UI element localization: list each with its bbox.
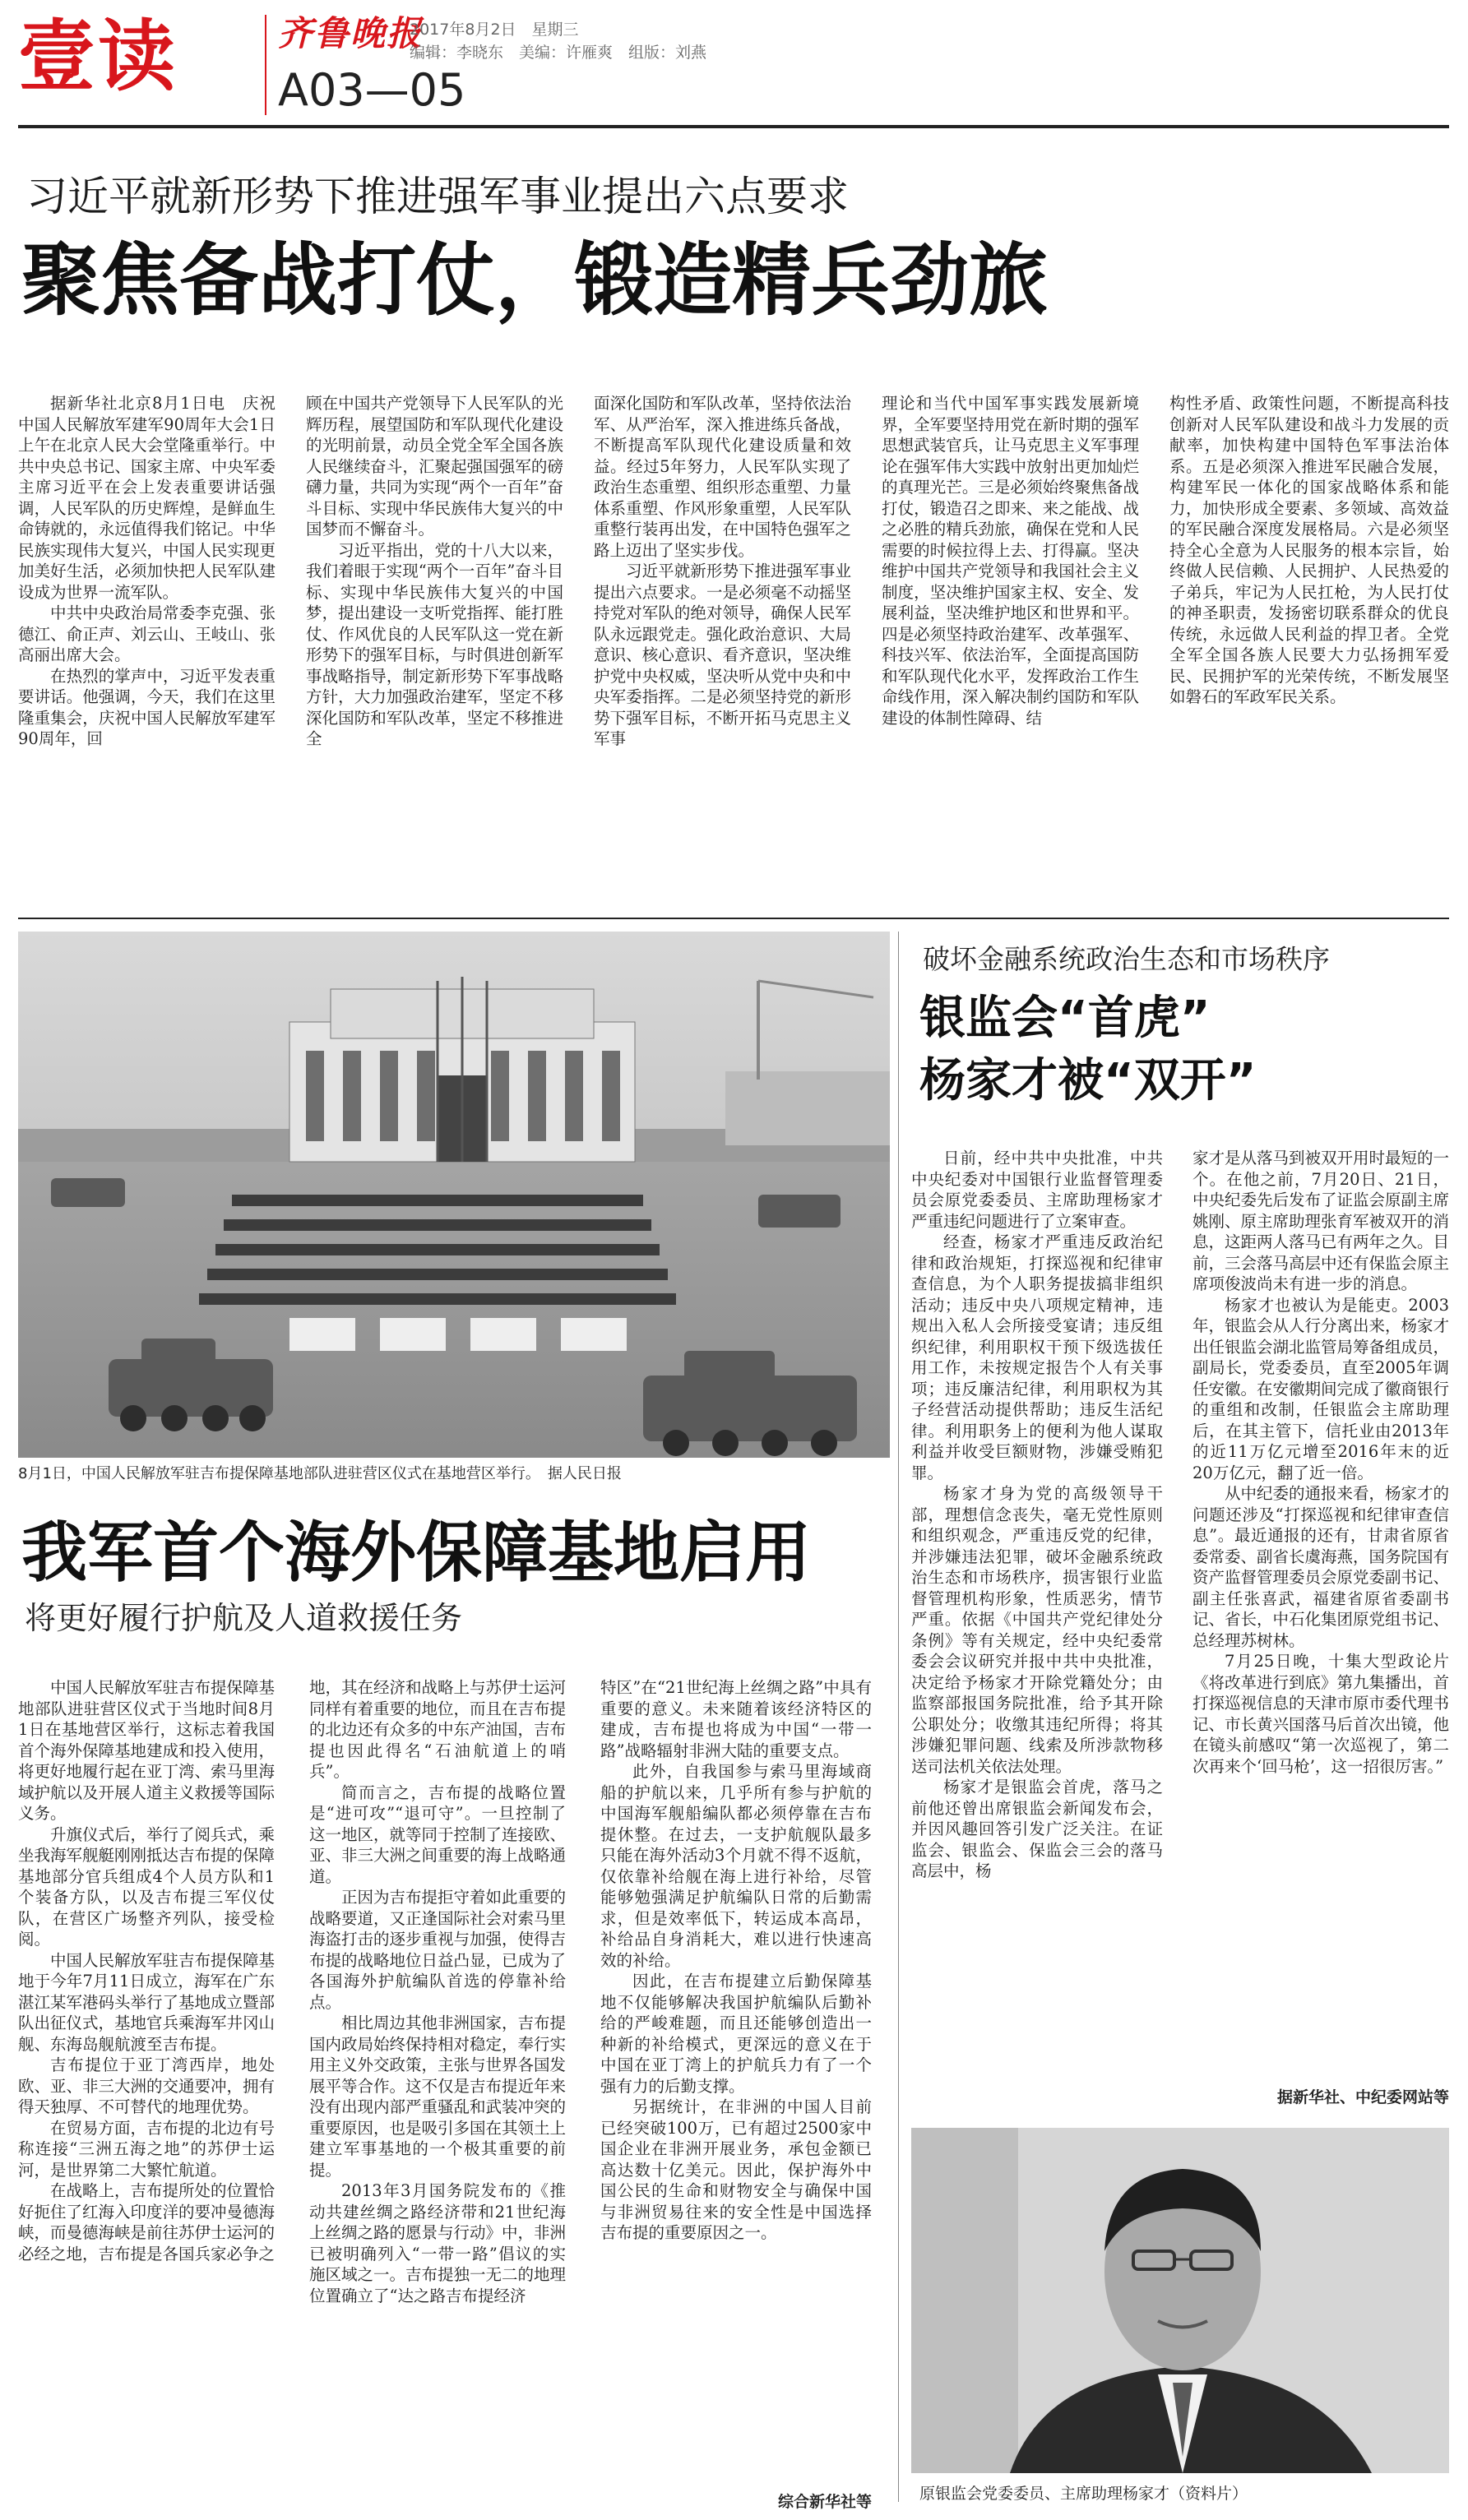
portrait-photo (911, 2128, 1449, 2473)
story3-headline-line1: 银监会“首虎” (919, 992, 1211, 1045)
story3-column-2: 家才是从落马到被双开用时最短的一个。在他之前，7月20日、21日，中央纪委先后发布了证监会原副主席姚刚、原主席助理张育军被双开的消息，这距两人落马已有两年之久。目前，三会落马高层中还有保监会原主席项俊波尚未有进一步的消息。 杨家才也被认为是能吏。2003年，银监会从人行分离出来，杨家才出任银监会湖北监管局筹备组成员，副局长，党委委员，直至2005年调任安徽。在安徽期间完成了徽商银行的重组和改制，任银监会主席助理后，在其主管下，信托业由2013年的近11万亿元增至2016年末的近20万亿元，翻了近一倍。 从中纪委的通报来看，杨家才的问题还涉及“打探巡视和纪律审查信息”。最近通报的还有，甘肃省原省委常委、副省长虞海燕，国务院国有资产监督管理委员会原党委副书记、副主任张喜武，福建省原省委副书记、省长，中石化集团原党组书记、总经理苏树林。 7月25日晚，十集大型政论片《将改革进行到底》第九集播出，首打探巡视信息的天津市原市委代理书记、市长黄兴国落马后首次出镜，他在镜头前感叹“第一次巡视了，第二次再来个‘回马枪’，这一招很厉害。” (1192, 1149, 1450, 1776)
story1-column-1: 据新华社北京8月1日电 庆祝中国人民解放军建军90周年大会1日上午在北京人民大会堂隆重举行。中共中央总书记、国家主席、中央军委主席习近平在会上发表重要讲话强调，人民军队的历史辉煌，是鲜血生命铸就的，永远值得我们铭记。中华民族实现伟大复兴，中国人民实现更加美好生活，必须加快把人民军队建设成为世界一流军队。 中共中央政治局常委李克强、张德江、俞正声、刘云山、王岐山、张高丽出席大会。 在热烈的掌声中，习近平发表重要讲话。他强调，今天，我们在这里隆重集会，庆祝中国人民解放军建军90周年，回 (18, 394, 276, 748)
masthead-logo: 齐鲁晚报 (278, 13, 424, 53)
story2-subhead: 将更好履行护航及人道救援任务 (25, 1600, 463, 1636)
story2-column-2: 地，其在经济和战略上与苏伊士运河同样有着重要的地位，而且在吉布提的北边还有众多的中东产油国，吉布提也因此得名“石油航道上的哨兵”。 简而言之，吉布提的战略位置是“进可攻”“退可守”。一旦控制了这一地区，就等同于控制了连接欧、亚、非三大洲之间重要的海上战略通道。 正因为吉布提拒守着如此重要的战略要道，又正逢国际社会对索马里海盗打击的逐步重视与加强，使得吉布提的战略地位日益凸显，已成为了各国海外护航编队首选的停靠补给点。 相比周边其他非洲国家，吉布提国内政局始终保持相对稳定，奉行实用主义外交政策，主张与世界各国发展平等合作。这不仅是吉布提近年来没有出现内部严重骚乱和武装冲突的重要原因，也是吸引多国在其领土上建立军事基地的一个极其重要的前提。 2013年3月国务院发布的《推动共建丝绸之路经济带和21世纪海上丝绸之路的愿景与行动》中，非洲已被明确列入“一带一路”倡议的实施区域之一。吉布提独一无二的地理位置确立了“达之路吉布提经济 (309, 1678, 567, 2305)
issue-date: 2017年8月2日 星期三 (410, 21, 579, 39)
parade-photo-caption: 8月1日，中国人民解放军驻吉布提保障基地部队进驻营区仪式在基地营区举行。 据人民日报 (18, 1465, 622, 1482)
header-rule (18, 125, 1449, 128)
right-column-divider (898, 932, 899, 2502)
story1-column-2: 顾在中国共产党领导下人民军队的光辉历程，展望国防和军队现代化建设的光明前景，动员全党全军全国各族人民继续奋斗，汇聚起强国强军的磅礴力量，共同为实现“两个一百年”奋斗目标、实现中华民族伟大复兴的中国梦而不懈奋斗。 习近平指出，党的十八大以来，我们着眼于实现“两个一百年”奋斗目标、实现中华民族伟大复兴的中国梦，提出建设一支听党指挥、能打胜仗、作风优良的人民军队这一党在新形势下的强军目标，与时俱进创新军事战略指导，制定新形势下军事战略方针，大力加强政治建军，坚定不移深化国防和军队改革，坚定不移推进全 (306, 394, 563, 748)
story3-kicker: 破坏金融系统政治生态和市场秩序 (923, 943, 1330, 975)
story1-column-3: 面深化国防和军队改革，坚持依法治军、从严治军，深入推进练兵备战，不断提高军队现代化建设质量和效益。经过5年努力，人民军队实现了政治生态重塑、组织形态重塑、力量体系重塑、作风形象重塑，人民军队重整行装再出发，在中国特色强军之路上迈出了坚实步伐。 习近平就新形势下推进强军事业提出六点要求。一是必须毫不动摇坚持党对军队的绝对领导，确保人民军队永远跟党走。强化政治意识、大局意识、核心意识、看齐意识，坚决维护党中央权威，坚决听从党中央和中央军委指挥。二是必须坚持党的新形势下强军目标，不断开拓马克思主义军事 (594, 394, 851, 748)
page-code: A03—05 (278, 64, 466, 116)
editor-credits: 编辑：李晓东 美编：许雁爽 组版：刘燕 (410, 44, 707, 62)
story2-headline: 我军首个海外保障基地启用 (21, 1514, 811, 1591)
story1-column-5: 构性矛盾、政策性问题，不断提高科技创新对人民军队建设和战斗力发展的贡献率，加快构建中国特色军事法治体系。五是必须深入推进军民融合发展，构建军民一体化的国家战略体系和能力，加快形成全要素、多领域、高效益的军民融合深度发展格局。六是必须坚持全心全意为人民服务的根本宗旨，始终做人民信赖、人民拥护、人民热爱的子弟兵，牢记为人民扛枪，为人民打仗的神圣职责，发扬密切联系群众的优良传统，永远做人民利益的捍卫者。全党全军全国各族人民要大力弘扬拥军爱民、民拥护军的光荣传统，不断发展坚如磐石的军政军民关系。 (1169, 394, 1449, 706)
portrait-photo-caption: 原银监会党委委员、主席助理杨家才（资料片） (919, 2485, 1248, 2503)
story2-source: 综合新华社等 (777, 2493, 872, 2511)
story1-bottom-rule (18, 918, 1449, 919)
section-title: 壹读 (18, 12, 178, 102)
story3-source: 据新华社、中纪委网站等 (1276, 2088, 1449, 2106)
story1-column-4: 理论和当代中国军事实践发展新境界，全军要坚持用党在新时期的强军思想武装官兵，让马克思主义军事理论在强军伟大实践中放射出更加灿烂的真理光芒。三是必须始终聚焦备战打仗，锻造召之即来、来之能战、战之必胜的精兵劲旅，确保在党和人民需要的时候拉得上去、打得赢。坚决维护中国共产党领导和我国社会主义制度，坚决维护国家主权、安全、发展利益，坚决维护地区和世界和平。四是必须坚持政治建军、改革强军、科技兴军、依法治军，全面提高国防和军队现代化水平，发挥政治工作生命线作用，深入解决制约国防和军队建设的体制性障碍、结 (882, 394, 1139, 728)
story3-column-1: 日前，经中共中央批准，中共中央纪委对中国银行业监督管理委员会原党委委员、主席助理杨家才严重违纪问题进行了立案审查。 经查，杨家才严重违反政治纪律和政治规矩，打探巡视和纪律审查信息，为个人职务提拔搞非组织活动；违反中央八项规定精神，违规出入私人会所接受宴请；违反组织纪律，利用职权干预下级选拔任用工作，未按规定报告个人有关事项；违反廉洁纪律，利用职权为其子经营活动提供帮助；违反生活纪律。利用职务上的便利为他人谋取利益并收受巨额财物，涉嫌受贿犯罪。 杨家才身为党的高级领导干部，理想信念丧失，毫无党性原则和组织观念，严重违反党的纪律，并涉嫌违法犯罪，破坏金融系统政治生态和市场秩序，损害银行业监督管理机构形象，性质恶劣，情节严重。依据《中国共产党纪律处分条例》等有关规定，经中央纪委常委会会议研究并报中共中央批准，决定给予杨家才开除党籍处分；由监察部报国务院批准，给予其开除公职处分；收缴其违纪所得；将其涉嫌犯罪问题、线索及所涉款物移送司法机关依法处理。 杨家才是银监会首虎，落马之前他还曾出席银监会新闻发布会，并因风趣回答引发广泛关注。在证监会、银监会、保监会三会的落马高层中，杨 (911, 1149, 1163, 1880)
story2-column-3: 特区”在“21世纪海上丝绸之路”中具有重要的意义。未来随着该经济特区的建成，吉布提也将成为中国“一带一路”战略辐射非洲大陆的重要支点。 此外，自我国参与索马里海域商船的护航以来，几乎所有参与护航的中国海军舰船编队都必须停靠在吉布提休整。在过去，一支护航舰队最多只能在海外活动3个月就不得不返航，仅依靠补给舰在海上进行补给，尽管能够勉强满足护航编队日常的后勤需求，但是效率低下，转运成本高昂，补给品自身消耗大，难以进行快速高效的补给。 因此，在吉布提建立后勤保障基地不仅能够解决我国护航编队后勤补给的严峻难题，而且还能够创造出一种新的补给模式，更深远的意义在于中国在亚丁湾上的护航兵力有了一个强有力的后勤支撑。 另据统计，在非洲的中国人目前已经突破100万，已有超过2500家中国企业在非洲开展业务，承包金额已高达数十亿美元。因此，保护海外中国公民的生命和财物安全与确保中国与非洲贸易往来的安全性是中国选择吉布提的重要原因之一。 (600, 1678, 872, 2242)
story1-kicker: 习近平就新形势下推进强军事业提出六点要求 (26, 173, 849, 220)
parade-photo (18, 932, 890, 1458)
story1-headline: 聚焦备战打仗，锻造精兵劲旅 (21, 234, 1048, 326)
story3-headline-line2: 杨家才被“双开” (919, 1054, 1257, 1107)
story2-column-1: 中国人民解放军驻吉布提保障基地部队进驻营区仪式于当地时间8月1日在基地营区举行，这标志着我国首个海外保障基地建成和投入使用，将更好地履行起在亚丁湾、索马里海域护航以及开展人道主义救援等国际义务。 升旗仪式后，举行了阅兵式，乘坐我海军舰艇刚刚抵达吉布提的保障基地部分官兵组成4个人员方队和1个装备方队，以及吉布提三军仪仗队，在营区广场整齐列队，接受检阅。 中国人民解放军驻吉布提保障基地于今年7月11日成立，海军在广东湛江某军港码头举行了基地成立暨部队出征仪式，基地官兵乘海军井冈山舰、东海岛舰航渡至吉布提。 吉布提位于亚丁湾西岸，地处欧、亚、非三大洲的交通要冲，拥有得天独厚、不可替代的地理优势。 在贸易方面，吉布提的北边有号称连接“三洲五海之地”的苏伊士运河，是世界第二大繁忙航道。 在战略上，吉布提所处的位置恰好扼住了红海入印度洋的要冲曼德海峡，而曼德海峡是前往苏伊士运河的必经之地，吉布提是各国兵家必争之 (18, 1678, 276, 2263)
header-divider (265, 15, 266, 115)
